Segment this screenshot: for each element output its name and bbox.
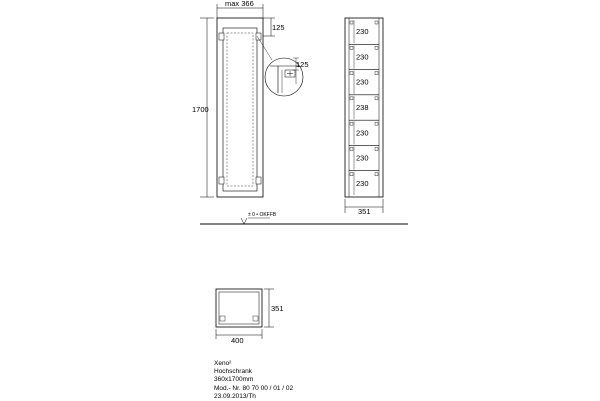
- shelf-support-mark: [350, 72, 353, 75]
- shelf-spacing-label: 230: [356, 27, 369, 37]
- front-height-label: 1700: [192, 105, 209, 114]
- front-glass: [227, 33, 253, 186]
- model-number: Mod.- Nr. 80 70 00 / 01 / 02: [214, 384, 294, 392]
- shelf-support-mark: [375, 122, 378, 125]
- shelf-spacing-label: 230: [356, 52, 369, 62]
- hinge-bottom-right: [256, 177, 261, 184]
- shelf-support-mark: [350, 122, 353, 125]
- floor-label: ± 0 • OKFFB: [248, 212, 277, 218]
- front-view: [200, 4, 275, 197]
- shelf-support-mark: [350, 97, 353, 100]
- drawing-date: 23.09.2013/Th: [214, 392, 256, 400]
- top-view: [216, 289, 274, 339]
- shelf-support-mark: [375, 147, 378, 150]
- shelf-spacing-label: 230: [356, 153, 369, 163]
- side-depth-label: 351: [358, 207, 371, 216]
- product-type: Hochschrank: [214, 368, 252, 376]
- hinge-bottom-left: [219, 177, 224, 184]
- product-name: Xeno²: [214, 360, 232, 367]
- front-hinge-offset-label: 125: [272, 23, 285, 32]
- shelf-support-mark: [350, 173, 353, 176]
- detail-offset-label: 125: [296, 60, 309, 69]
- top-depth-label: 351: [271, 304, 284, 313]
- shelf-spacing-label: 238: [356, 103, 369, 112]
- hinge-top-left: [219, 33, 224, 40]
- front-width-label: max 366: [225, 0, 254, 8]
- shelf-support-mark: [375, 46, 378, 49]
- shelf-support-mark: [350, 21, 353, 24]
- hinge-top-right: [256, 33, 261, 40]
- floor-line: [200, 218, 408, 224]
- shelf-support-mark: [350, 147, 353, 150]
- top-cabinet-outline: [216, 289, 262, 327]
- shelf-spacing-label: 230: [356, 178, 369, 188]
- shelf-support-mark: [375, 97, 378, 100]
- shelf-support-mark: [375, 72, 378, 75]
- front-cabinet-outline: [217, 18, 263, 197]
- shelf-support-mark: [375, 21, 378, 24]
- product-info: [214, 360, 293, 401]
- shelf-support-mark: [375, 173, 378, 176]
- side-shelves: [349, 20, 379, 195]
- shelf-spacing-label: 230: [356, 128, 369, 138]
- shelf-support-mark: [350, 46, 353, 49]
- front-door-panel: [223, 28, 257, 191]
- product-size: 360x1700mm: [214, 376, 254, 384]
- top-width-label: 400: [231, 336, 244, 345]
- shelf-spacing-label: 230: [356, 77, 369, 87]
